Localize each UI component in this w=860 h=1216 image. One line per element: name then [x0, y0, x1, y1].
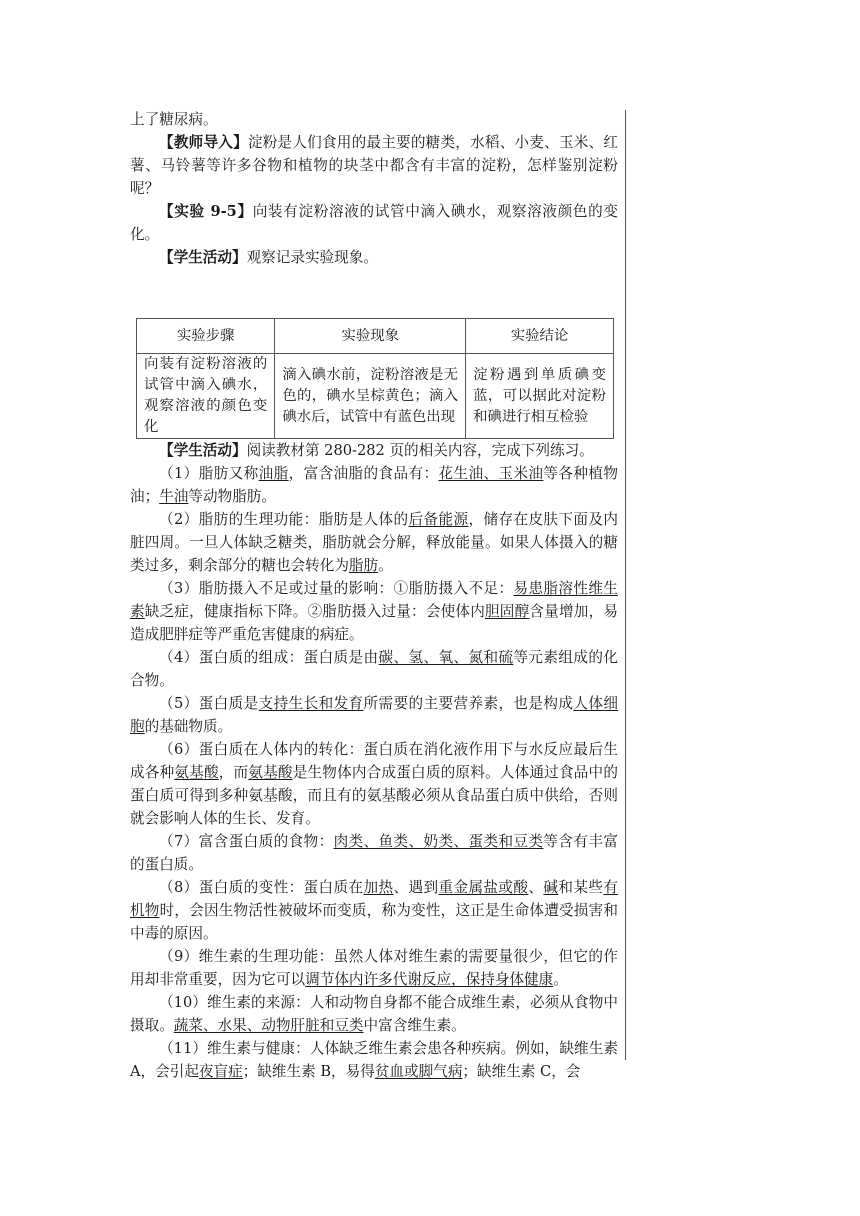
teacher-intro: 【教师导入】淀粉是人们食用的最主要的糖类，水稻、小麦、玉米、红薯、马铃薯等许多谷物和植物的块茎中都含有丰富的淀粉，怎样鉴别淀粉呢？	[130, 134, 618, 197]
item-2: （2）脂肪的生理功能：脂肪是人体的后备能源，储存在皮肤下面及内脏四周。一旦人体缺乏糖类，脂肪就会分解，释放能量。如果人体摄入的糖类过多，剩余部分的糖也会转化为脂肪。	[130, 511, 618, 574]
spacer	[130, 269, 618, 318]
answer-blank: 人体细胞	[130, 695, 618, 735]
item-4: （4）蛋白质的组成：蛋白质是由碳、氢、氧、氮和硫等元素组成的化合物。	[130, 649, 618, 689]
answer-blank: 花生油、玉米油	[438, 465, 544, 482]
student-activity-label: 【学生活动】	[159, 249, 247, 266]
student-activity-observe: 【学生活动】观察记录实验现象。	[159, 249, 378, 266]
answer-blank: 易患脂溶性维生素	[130, 580, 618, 620]
item-11: （11）维生素与健康：人体缺乏维生素会患各种疾病。例如，缺维生素 A，会引起夜盲症；缺维生素 B，易得贫血或脚气病；缺维生素 C，会	[130, 1040, 618, 1080]
table-row	[137, 354, 614, 439]
item-5: （5）蛋白质是支持生长和发育所需要的主要营养素，也是构成人体细胞的基础物质。	[130, 695, 618, 735]
answer-blank: 肉类、鱼类、奶类、蛋类和豆类	[333, 833, 544, 850]
item-9: （9）维生素的生理功能：虽然人体对维生素的需要量很少，但它的作用却非常重要，因为它可以调节体内许多代谢反应，保持身体健康。	[130, 948, 618, 988]
student-activity-reading: 【学生活动】阅读教材第 280-282 页的相关内容，完成下列练习。	[159, 442, 594, 459]
answer-blank: 重金属盐或酸	[438, 879, 529, 896]
cell-phenomena: 滴入碘水前，淀粉溶液是无色的，碘水呈棕黄色；滴入碘水后，试管中有蓝色出现	[275, 354, 466, 439]
teacher-intro-label: 【教师导入】	[159, 134, 248, 151]
answer-blank: 氨基酸	[174, 764, 219, 781]
answer-blank: 牛油	[159, 488, 189, 505]
answer-blank: 夜盲症	[198, 1063, 243, 1080]
item-1: （1）脂肪又称油脂，富含油脂的食品有：花生油、玉米油等各种植物油；牛油等动物脂肪。	[130, 465, 618, 505]
experiment-9-5: 【实验 9-5】向装有淀粉溶液的试管中滴入碘水，观察溶液颜色的变化。	[130, 203, 618, 243]
answer-blank: 贫血或脚气病	[374, 1063, 463, 1080]
answer-blank: 脂肪	[348, 557, 379, 574]
item-10: （10）维生素的来源：人和动物自身都不能合成维生素，必须从食物中摄取。蔬菜、水果、动物肝脏和豆类中富含维生素。	[130, 994, 618, 1034]
item-6: （6）蛋白质在人体内的转化：蛋白质在消化液作用下与水反应最后生成各种氨基酸，而氨基酸是生物体内合成蛋白质的原料。人体通过食品中的蛋白质可得到多种氨基酸，而且有的氨基酸必须从食品蛋白质中供给，否则就会影响人体的生长、发育。	[130, 741, 618, 827]
answer-blank: 氨基酸	[248, 764, 293, 781]
header-phenomena: 实验现象	[275, 319, 466, 354]
answer-blank: 加热	[363, 879, 394, 896]
answer-blank: 有机物	[130, 879, 618, 919]
answer-blank: 支持生长和发育	[258, 695, 364, 712]
header-steps: 实验步骤	[137, 319, 275, 354]
right-margin-line	[625, 110, 626, 1060]
answer-blank: 油脂	[258, 465, 289, 482]
answer-blank: 调节体内许多代谢反应，保持身体健康	[305, 971, 554, 988]
experiment-table	[136, 318, 614, 439]
experiment-label: 【实验 9-5】	[159, 203, 253, 220]
answer-blank: 蔬菜、水果、动物肝脏和豆类	[173, 1017, 364, 1034]
item-7: （7）富含蛋白质的食物：肉类、鱼类、奶类、蛋类和豆类等含有丰富的蛋白质。	[130, 833, 618, 873]
answer-blank: 后备能源	[408, 511, 469, 528]
answer-blank: 碳、氢、氧、氮和硫	[378, 649, 514, 666]
cell-steps: 向装有淀粉溶液的试管中滴入碘水，观察溶液的颜色变化	[137, 354, 275, 439]
intro-tail: 上了糖尿病。	[130, 111, 218, 128]
student-activity-label: 【学生活动】	[159, 442, 247, 459]
lesson-content	[130, 108, 618, 1083]
item-3: （3）脂肪摄入不足或过量的影响：①脂肪摄入不足：易患脂溶性维生素缺乏症，健康指标下降。②脂肪摄入过量：会使体内胆固醇含量增加，易造成肥胖症等严重危害健康的病症。	[130, 580, 618, 643]
item-8: （8）蛋白质的变性：蛋白质在加热、遇到重金属盐或酸、碱和某些有机物时，会因生物活性被破坏而变质，称为变性，这正是生命体遭受损害和中毒的原因。	[130, 879, 618, 942]
cell-conclusion: 淀粉遇到单质碘变蓝，可以据此对淀粉和碘进行相互检验	[466, 354, 614, 439]
answer-blank: 碱	[543, 879, 559, 896]
header-conclusion: 实验结论	[466, 319, 614, 354]
answer-blank: 胆固醇	[485, 603, 530, 620]
table-header-row	[137, 319, 614, 354]
